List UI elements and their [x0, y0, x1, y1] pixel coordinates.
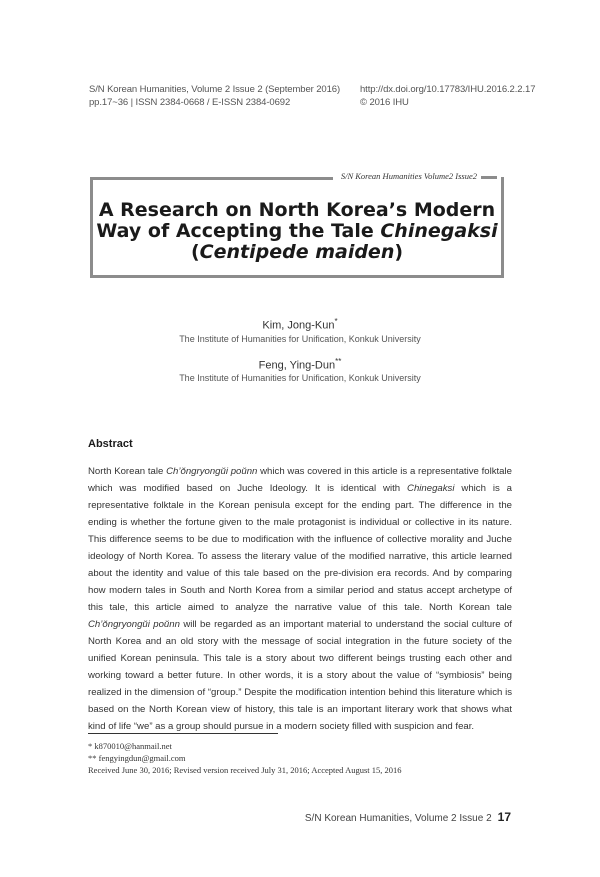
author-1-footnote-mark: *	[334, 317, 338, 326]
abstract-tale-title: Chinegaksi	[407, 483, 455, 494]
author-block	[0, 315, 600, 394]
title-tale-translation: Centipede maiden	[199, 241, 395, 263]
footnote-divider	[88, 733, 278, 734]
title-line-1: A Research on North Korea’s Modern	[98, 199, 496, 221]
abstract-segment: which was covered in this article is a representative folktale which was modified based on Juche Ideology. It is identical with	[88, 466, 512, 494]
title-tale-name: Chinegaksi	[380, 220, 498, 242]
author-name	[0, 355, 600, 373]
header-issn-line: pp.17~36 | ISSN 2384-0668 / E-ISSN 2384-0692	[89, 96, 291, 108]
page-number: 17	[497, 810, 511, 824]
author-1-name: Kim, Jong-Kun	[262, 319, 335, 332]
header-citation	[89, 84, 340, 109]
submission-history: Received June 30, 2016; Revised version received July 31, 2016; Accepted August 15, 2016	[88, 765, 402, 775]
abstract-tale-title: Ch’ŏngryongŭi poŭnn	[88, 619, 180, 630]
abstract-segment: which is a representative folktale in the Korean penisula except for the ending part. The difference in the ending is whether the fortune given to the male protagonist is individual or collective in its nature. This difference seems to be due to modification with the influence of collective morality and Juche ideology of North Korea. To assess the literary value of the modified narrative, this article learned about the identity and value of this tale based on the pre-division era records. And by comparing how modern tales in South and North Korea from a similar period and status accept archetype of this tale, this article aimed to analyze the narrative value of this tale. North Korean tale	[88, 483, 513, 613]
author-affiliation: The Institute of Humanities for Unification, Konkuk University	[179, 333, 421, 344]
title-paren-close: )	[394, 241, 404, 263]
journal-tag: S/N Korean Humanities Volume2 Issue2	[333, 171, 501, 181]
paper-title	[93, 200, 501, 263]
author-affiliation: The Institute of Humanities for Unification, Konkuk University	[179, 373, 421, 384]
title-line-2: Way of Accepting the Tale	[96, 220, 381, 242]
author-name	[0, 315, 600, 333]
copyright-line: © 2016 IHU	[360, 96, 409, 108]
header-doi	[360, 84, 535, 109]
abstract-text	[88, 463, 512, 735]
abstract-segment: North Korean tale	[88, 466, 167, 477]
doi-link[interactable]: http://dx.doi.org/10.17783/IHU.2016.2.2.17	[360, 84, 536, 95]
title-box	[90, 171, 504, 278]
footnote-email-1[interactable]: * k870010@hanmail.net	[88, 741, 172, 751]
footnote-email-2[interactable]: ** fengyingdun@gmail.com	[88, 753, 186, 763]
abstract-segment: will be regarded as an important material to understand the social culture of North Korea and an old story with the message of social integration in the future society of the unified Korean peninsula. This tale is a story about two different beings trusting each other and working toward a better future. In other words, it is a story about the value of “symbiosis” being realized in the dimension of “group.” Despite the modification intention behind this literature which is based on the North Korean view of history, this tale is an important literary work that shows what kind of life “we” as a group should pursue in a modern society filled with suspicion and fear.	[88, 619, 512, 732]
title-paren-open: (	[190, 241, 200, 263]
author-2-name: Feng, Ying-Dun	[258, 359, 336, 372]
abstract-heading: Abstract	[88, 438, 133, 450]
author-2-footnote-mark: **	[335, 356, 342, 366]
footer-journal: S/N Korean Humanities, Volume 2 Issue 2	[304, 813, 492, 824]
page-footer	[305, 810, 511, 824]
header-volume-line: S/N Korean Humanities, Volume 2 Issue 2 (September 2016)	[89, 84, 341, 95]
footnotes	[88, 740, 402, 776]
abstract-tale-title: Ch’ŏngryongŭi poŭnn	[166, 466, 258, 477]
